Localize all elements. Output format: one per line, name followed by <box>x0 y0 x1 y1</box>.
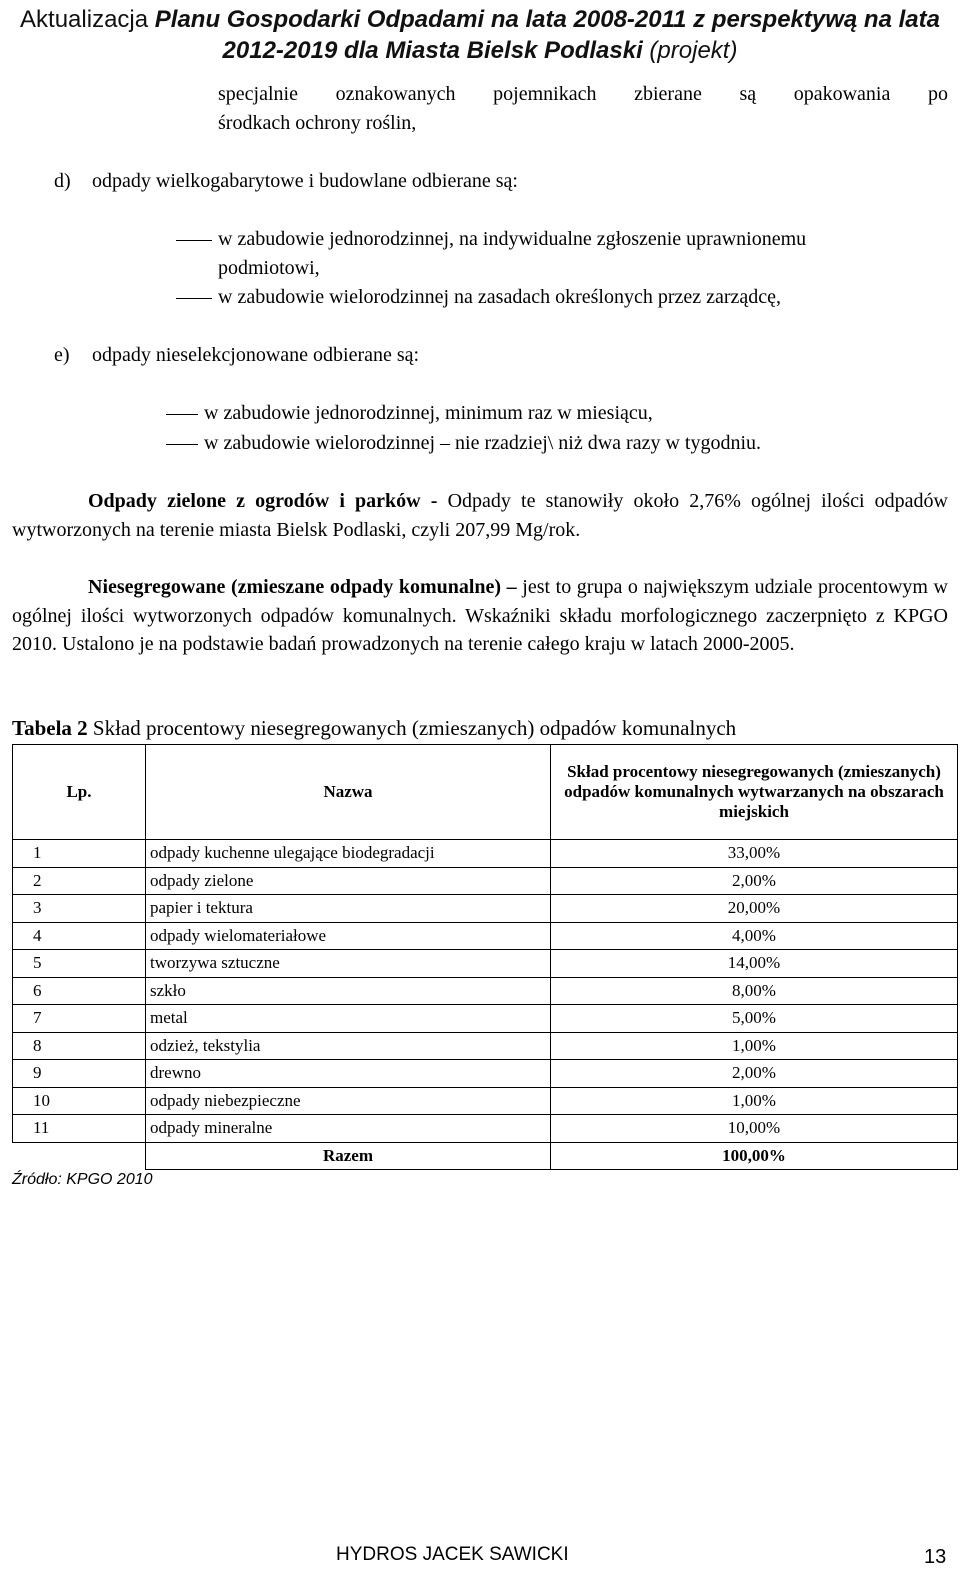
cell-percent: 10,00% <box>551 1115 958 1143</box>
table-row <box>13 895 958 923</box>
dash-icon <box>176 298 212 299</box>
cell-lp: 7 <box>13 1005 146 1033</box>
paragraph-green-waste: Odpady zielone z ogrodów i parków - Odpady te stanowiły około 2,76% ogólnej ilości odpadów wytworzonych na terenie miasta Bielsk Podlaski, czyli 207,99 Mg/rok. <box>12 490 948 541</box>
cell-percent: 1,00% <box>551 1032 958 1060</box>
list-continuation-line2: środkach ochrony roślin, <box>218 112 417 134</box>
list-item-e-1: w zabudowie jednorodzinnej, minimum raz w miesiącu, <box>166 401 653 425</box>
table-row <box>13 1032 958 1060</box>
cell-percent: 5,00% <box>551 1005 958 1033</box>
list-item-d-2: w zabudowie wielorodzinnej na zasadach określonych przez zarządcę, <box>176 285 781 309</box>
list-item-d-label: d) <box>54 170 71 192</box>
table-row <box>13 840 958 868</box>
dash-icon <box>166 414 198 415</box>
cell-percent: 14,00% <box>551 950 958 978</box>
header-suffix: (projekt) <box>642 37 738 64</box>
table-row <box>13 950 958 978</box>
cell-percent: 33,00% <box>551 840 958 868</box>
cell-lp: 3 <box>13 895 146 923</box>
list-item-d-text: odpady wielkogabarytowe i budowlane odbierane są: <box>92 170 518 192</box>
header-title: Planu Gospodarki Odpadami na lata 2008-2011 z perspektywą na lata 2012-2019 dla Miasta Bielsk Podlaski <box>154 6 940 64</box>
cell-name: odpady kuchenne ulegające biodegradacji <box>146 840 551 868</box>
cell-percent: 4,00% <box>551 922 958 950</box>
cell-lp: 8 <box>13 1032 146 1060</box>
cell-name: odzież, tekstylia <box>146 1032 551 1060</box>
cell-name: odpady wielomateriałowe <box>146 922 551 950</box>
page-header <box>0 4 960 66</box>
cell-name: odpady mineralne <box>146 1115 551 1143</box>
cell-name: metal <box>146 1005 551 1033</box>
cell-total-label: Razem <box>146 1142 551 1170</box>
cell-name: odpady niebezpieczne <box>146 1087 551 1115</box>
cell-lp: 1 <box>13 840 146 868</box>
cell-lp: 9 <box>13 1060 146 1088</box>
cell-name: odpady zielone <box>146 867 551 895</box>
dash-icon <box>176 240 212 241</box>
header-lp: Lp. <box>13 745 146 840</box>
table-row <box>13 922 958 950</box>
cell-percent: 20,00% <box>551 895 958 923</box>
cell-name: szkło <box>146 977 551 1005</box>
list-item-e-label: e) <box>54 344 70 366</box>
list-item-e-text: odpady nieselekcjonowane odbierane są: <box>92 344 420 366</box>
header-name: Nazwa <box>146 745 551 840</box>
cell-percent: 2,00% <box>551 867 958 895</box>
cell-empty <box>13 1142 146 1170</box>
cell-lp: 11 <box>13 1115 146 1143</box>
table-row <box>13 1087 958 1115</box>
waste-composition-table <box>12 744 958 1170</box>
cell-percent: 1,00% <box>551 1087 958 1115</box>
page-number: 13 <box>924 1546 947 1568</box>
cell-lp: 4 <box>13 922 146 950</box>
dash-icon <box>166 444 198 445</box>
footer-company: HYDROS JACEK SAWICKI <box>336 1544 569 1565</box>
list-item-d-1: w zabudowie jednorodzinnej, na indywidualne zgłoszenie uprawnionemu <box>176 227 806 251</box>
list-item-e-2: w zabudowie wielorodzinnej – nie rzadziej\ niż dwa razy w tygodniu. <box>166 431 761 455</box>
paragraph-mixed-waste: Niesegregowane (zmieszane odpady komunalne) – jest to grupa o największym udziale procentowym w ogólnej ilości wytworzonych odpadów komunalnych. Wskaźniki składu morfologicznego zaczerpnięto z KPGO 2010. Ustalono je na podstawie badań prowadzonych na terenie całego kraju w latach 2000-2005. <box>12 576 948 656</box>
table-row <box>13 1060 958 1088</box>
cell-name: tworzywa sztuczne <box>146 950 551 978</box>
cell-lp: 10 <box>13 1087 146 1115</box>
header-prefix: Aktualizacja <box>20 6 155 33</box>
table-row <box>13 867 958 895</box>
cell-total-value: 100,00% <box>551 1142 958 1170</box>
cell-name: papier i tektura <box>146 895 551 923</box>
cell-lp: 2 <box>13 867 146 895</box>
table-row <box>13 1005 958 1033</box>
list-continuation-line1: specjalnie oznakowanych pojemnikach zbierane są opakowania po <box>218 83 948 105</box>
cell-percent: 2,00% <box>551 1060 958 1088</box>
source-note: Źródło: KPGO 2010 <box>12 1171 153 1188</box>
table-body <box>13 840 958 1170</box>
table-row <box>13 977 958 1005</box>
table-caption: Tabela 2 Skład procentowy niesegregowanych (zmieszanych) odpadów komunalnych <box>12 716 737 740</box>
cell-name: drewno <box>146 1060 551 1088</box>
cell-lp: 6 <box>13 977 146 1005</box>
list-item-d-1-cont: podmiotowi, <box>218 257 320 279</box>
cell-lp: 5 <box>13 950 146 978</box>
table-total-row <box>13 1142 958 1170</box>
cell-percent: 8,00% <box>551 977 958 1005</box>
header-composition: Skład procentowy niesegregowanych (zmieszanych) odpadów komunalnych wytwarzanych na obszarach miejskich <box>551 745 958 840</box>
table-header-row <box>13 745 958 840</box>
table-row <box>13 1115 958 1143</box>
